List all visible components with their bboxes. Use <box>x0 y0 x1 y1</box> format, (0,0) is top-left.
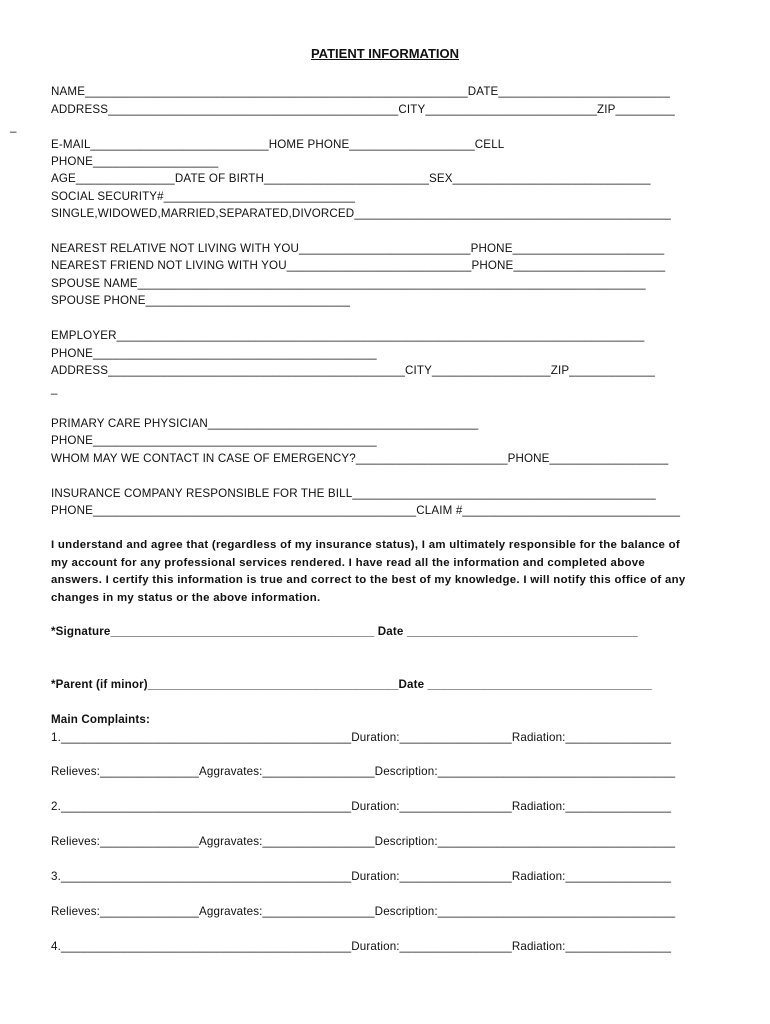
complaint-3-details-line[interactable]: Relieves:_______________Aggravates:_________________Description:____________________________________ <box>51 905 676 918</box>
agreement-statement <box>51 537 719 607</box>
insurance-phone-claim-line[interactable]: PHONE_________________________________________________CLAIM #_________________________________ <box>51 504 681 517</box>
agreement-line: answers. I certify this information is true and correct to the best of my knowledge. I will notify this office of any <box>51 574 686 586</box>
form-title: PATIENT INFORMATION <box>310 46 460 61</box>
marital-status-line[interactable]: SINGLE,WIDOWED,MARRIED,SEPARATED,DIVORCED________________________________________________ <box>51 207 672 220</box>
employer-phone-line[interactable]: PHONE___________________________________________ <box>51 347 377 360</box>
name-date-line[interactable]: NAME__________________________________________________________DATE__________________________ <box>51 85 670 98</box>
social-security-line[interactable]: SOCIAL SECURITY#_____________________________ <box>51 190 356 203</box>
age-dob-sex-line[interactable]: AGE_______________DATE OF BIRTH_________________________SEX______________________________ <box>51 172 651 185</box>
spouse-phone-line[interactable]: SPOUSE PHONE_______________________________ <box>51 294 351 307</box>
employer-address-line[interactable]: ADDRESS_____________________________________________CITY__________________ZIP_____________ <box>51 364 656 377</box>
main-complaints-heading: Main Complaints: <box>51 713 151 726</box>
agreement-line: my account for any professional services rendered. I have read all the information and completed above <box>51 556 645 569</box>
primary-care-physician-line[interactable]: PRIMARY CARE PHYSICIAN_________________________________________ <box>51 417 479 430</box>
stray-mark: _ <box>51 383 58 395</box>
agreement-line: I understand and agree that (regardless of my insurance status), I am ultimately responsible for the balance of <box>51 539 680 551</box>
nearest-friend-line[interactable]: NEAREST FRIEND NOT LIVING WITH YOU____________________________PHONE_______________________ <box>51 259 666 272</box>
complaint-2-line[interactable]: 2.____________________________________________Duration:_________________Radiation:________________ <box>51 800 672 813</box>
employer-line[interactable]: EMPLOYER________________________________________________________________________________ <box>51 329 645 342</box>
emergency-contact-line[interactable]: WHOM MAY WE CONTACT IN CASE OF EMERGENCY?_______________________PHONE__________________ <box>51 452 669 465</box>
signature-date-line[interactable]: *Signature________________________________________ Date ___________________________________ <box>51 625 638 638</box>
email-homephone-cell-line[interactable]: E-MAIL___________________________HOME PHONE___________________CELL <box>51 138 505 151</box>
complaint-3-line[interactable]: 3.____________________________________________Duration:_________________Radiation:________________ <box>51 870 672 883</box>
agreement-line: changes in my status or the above information. <box>51 591 321 604</box>
complaint-1-details-line[interactable]: Relieves:_______________Aggravates:_________________Description:____________________________________ <box>51 765 676 778</box>
insurance-company-line[interactable]: INSURANCE COMPANY RESPONSIBLE FOR THE BILL______________________________________________ <box>51 487 656 500</box>
physician-phone-line[interactable]: PHONE___________________________________________ <box>51 434 377 447</box>
cell-phone-line[interactable]: PHONE___________________ <box>51 155 219 168</box>
complaint-1-line[interactable]: 1.____________________________________________Duration:_________________Radiation:________________ <box>51 731 672 744</box>
complaint-2-details-line[interactable]: Relieves:_______________Aggravates:_________________Description:____________________________________ <box>51 835 676 848</box>
stray-mark: _ <box>10 121 17 133</box>
parent-signature-date-line[interactable]: *Parent (if minor)______________________________________Date __________________________________ <box>51 678 652 691</box>
spouse-name-line[interactable]: SPOUSE NAME_____________________________________________________________________________ <box>51 277 646 290</box>
address-city-zip-line[interactable]: ADDRESS____________________________________________CITY__________________________ZIP_________ <box>51 103 675 116</box>
complaint-4-line[interactable]: 4.____________________________________________Duration:_________________Radiation:________________ <box>51 940 672 953</box>
nearest-relative-line[interactable]: NEAREST RELATIVE NOT LIVING WITH YOU__________________________PHONE_______________________ <box>51 242 665 255</box>
